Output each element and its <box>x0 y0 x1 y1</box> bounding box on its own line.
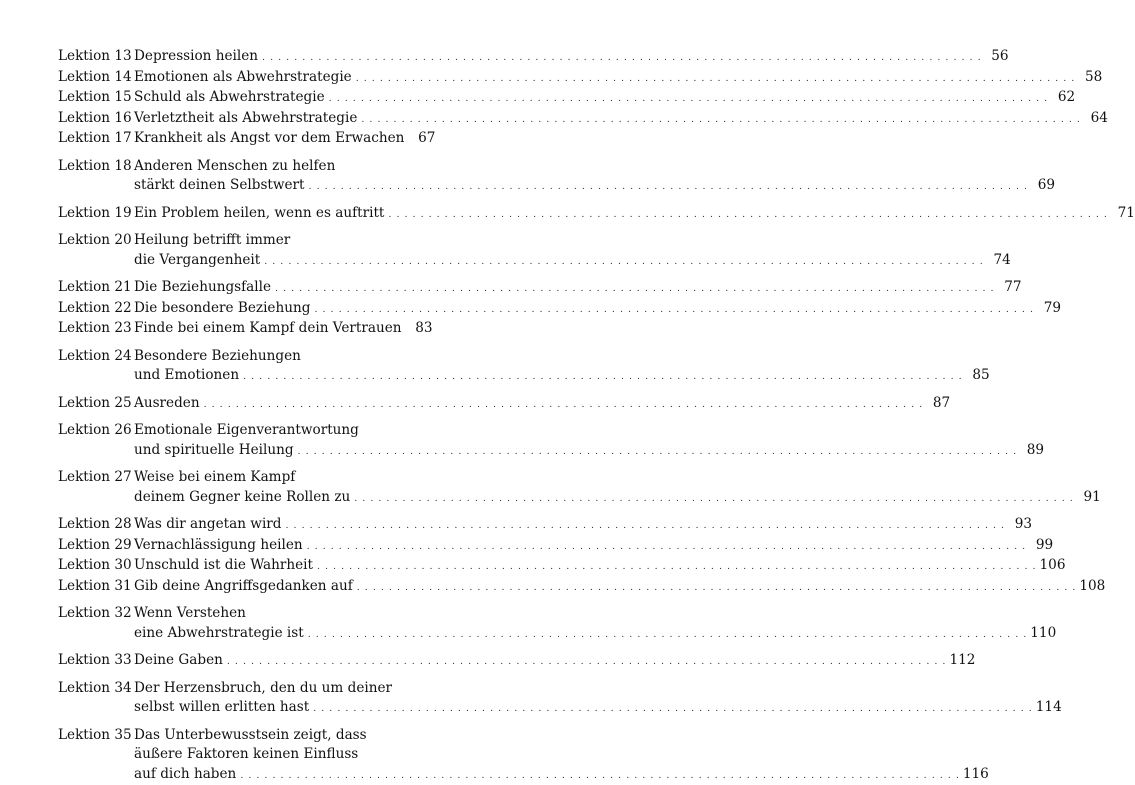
title-line <box>134 319 420 340</box>
entry-title <box>134 129 420 150</box>
page-number: 77 <box>998 278 1022 298</box>
title-line <box>134 604 420 624</box>
entry-title <box>134 278 420 299</box>
title-text: Emotionen als Abwehrstrategie <box>134 68 352 88</box>
title-text: Emotionale Eigenverantwortung <box>134 422 359 438</box>
entry-title <box>134 204 420 225</box>
title-text: Der Herzensbruch, den du um deiner <box>134 680 392 696</box>
entry-title <box>134 421 420 461</box>
lesson-number: Lektion 19 <box>58 204 134 224</box>
dot-leader: . . . . . . . . . . . . . . . . . . . . . . . . . . . . . . . . . . . . . . . . . . . . . . . . . . . . . . . . . . . . . . . . . . . . . . . . . . . . . . . . . . . . . . . . . . <box>307 537 1027 557</box>
page-number: 62 <box>1051 88 1075 108</box>
title-text: und spirituelle Heilung <box>134 441 294 461</box>
title-text: äußere Faktoren keinen Einfluss <box>134 746 358 762</box>
entry-title <box>134 347 420 387</box>
toc-entry <box>58 109 420 130</box>
lesson-number: Lektion 31 <box>58 577 134 597</box>
lesson-number: Lektion 27 <box>58 468 134 488</box>
page-number: 93 <box>1008 515 1032 535</box>
dot-leader: . . . . . . . . . . . . . . . . . . . . . . . . . . . . . . . . . . . . . . . . . . . . . . . . . . . . . . . . . . . . . . . . . . . . . . . . . . . . . . . . . . . . . . . . . . <box>240 766 960 785</box>
page-number: 110 <box>1030 624 1056 644</box>
toc-entry <box>58 157 420 197</box>
title-text: auf dich haben <box>134 765 236 785</box>
dot-leader: . . . . . . . . . . . . . . . . . . . . . . . . . . . . . . . . . . . . . . . . . . . . . . . . . . . . . . . . . . . . . . . . . . . . . . . . . . . . . . . . . . . . . . . . . . <box>357 578 1077 598</box>
title-line <box>134 515 420 536</box>
title-line <box>134 468 420 488</box>
page-number: 114 <box>1036 698 1062 718</box>
title-line <box>134 421 420 441</box>
title-line <box>134 157 420 177</box>
dot-leader: . . . . . . . . . . . . . . . . . . . . . . . . . . . . . . . . . . . . . . . . . . . . . . . . . . . . . . . . . . . . . . . . . . . . . . . . . . . . . . . . . . . . . . . . . . <box>314 300 1034 320</box>
entry-title <box>134 47 420 68</box>
toc-entry <box>58 651 420 672</box>
lesson-number: Lektion 23 <box>58 319 134 339</box>
title-text: Ausreden <box>134 394 200 414</box>
entry-title <box>134 68 420 89</box>
toc-entry <box>58 47 420 68</box>
title-text: Heilung betrifft immer <box>134 232 290 248</box>
entry-title <box>134 299 420 320</box>
dot-leader: . . . . . . . . . . . . . . . . . . . . . . . . . . . . . . . . . . . . . . . . . . . . . . . . . . . . . . . . . . . . . . . . . . . . . . . . . . . . . . . . . . . . . . . . . . <box>286 516 1006 536</box>
title-line <box>134 745 420 765</box>
lesson-number: Lektion 20 <box>58 231 134 251</box>
lesson-number: Lektion 32 <box>58 604 134 624</box>
dot-leader: . . . . . . . . . . . . . . . . . . . . . . . . . . . . . . . . . . . . . . . . . . . . . . . . . . . . . . . . . . . . . . . . . . . . . . . . . . . . . . . . . . . . . . . . . . <box>356 69 1076 89</box>
dot-leader: . . . . . . . . . . . . . . . . . . . . . . . . . . . . . . . . . . . . . . . . . . . . . . . . . . . . . . . . . . . . . . . . . . . . . . . . . . . . . . . . . . . . . . . . . . <box>309 177 1029 197</box>
toc-entry <box>58 129 420 150</box>
title-text: eine Abwehrstrategie ist <box>134 624 304 644</box>
dot-leader: . . . . . . . . . . . . . . . . . . . . . . . . . . . . . . . . . . . . . . . . . . . . . . . . . . . . . . . . . . . . . . . . . . . . . . . . . . . . . . . . . . . . . . . . . . <box>388 205 1108 225</box>
title-text: Wenn Verstehen <box>134 605 246 621</box>
lesson-number: Lektion 13 <box>58 47 134 67</box>
title-text: Deine Gaben <box>134 651 223 671</box>
title-text: Weise bei einem Kampf <box>134 469 295 485</box>
lesson-number: Lektion 26 <box>58 421 134 441</box>
entry-title <box>134 157 420 197</box>
dot-leader: . . . . . . . . . . . . . . . . . . . . . . . . . . . . . . . . . . . . . . . . . . . . . . . . . . . . . . . . . . . . . . . . . . . . . . . . . . . . . . . . . . . . . . . . . . <box>264 252 984 272</box>
title-line <box>134 624 420 645</box>
toc-entry <box>58 536 420 557</box>
title-text: Das Unterbewusstsein zeigt, dass <box>134 727 367 743</box>
title-line <box>134 394 420 415</box>
toc-entry <box>58 515 420 536</box>
entry-title <box>134 231 420 271</box>
title-line <box>134 68 420 89</box>
lesson-number: Lektion 14 <box>58 68 134 88</box>
toc-entry <box>58 319 420 340</box>
title-text: Depression heilen <box>134 47 258 67</box>
entry-title <box>134 468 420 508</box>
title-line <box>134 278 420 299</box>
title-text: selbst willen erlitten hast <box>134 698 309 718</box>
title-text: Ein Problem heilen, wenn es auftritt <box>134 204 384 224</box>
page-number: 56 <box>985 47 1009 67</box>
title-line <box>134 577 420 598</box>
title-line <box>134 366 420 387</box>
page-number: 67 <box>411 129 435 149</box>
entry-title <box>134 726 420 785</box>
dot-leader: . . . . . . . . . . . . . . . . . . . . . . . . . . . . . . . . . . . . . . . . . . . . . . . . . . . . . . . . . . . . . . . . . . . . . . . . . . . . . . . . . . . . . . . . . . <box>298 442 1018 462</box>
title-text: Schuld als Abwehrstrategie <box>134 88 325 108</box>
lesson-number: Lektion 22 <box>58 299 134 319</box>
entry-title <box>134 394 420 415</box>
dot-leader: . . . . . . . . . . . . . . . . . . . . . . . . . . . . . . . . . . . . . . . . . . . . . . . . . . . . . . . . . . . . . . . . . . . . . . . . . . . . . . . . . . . . . . . . . . <box>275 279 995 299</box>
dot-leader: . . . . . . . . . . . . . . . . . . . . . . . . . . . . . . . . . . . . . . . . . . . . . . . . . . . . . . . . . . . . . . . . . . . . . . . . . . . . . . . . . . . . . . . . . . <box>308 625 1028 645</box>
page-number: 79 <box>1037 299 1061 319</box>
toc-entry <box>58 577 420 598</box>
title-text: stärkt deinen Selbstwert <box>134 176 305 196</box>
toc-entry <box>58 204 420 225</box>
title-line <box>134 109 420 130</box>
dot-leader: . . . . . . . . . . . . . . . . . . . . . . . . . . . . . . . . . . . . . . . . . . . . . . . . . . . . . . . . . . . . . . . . . . . . . . . . . . . . . . . . . . . . . . . . . . <box>243 367 963 387</box>
entry-title <box>134 679 420 719</box>
table-of-contents <box>58 47 420 785</box>
lesson-number: Lektion 15 <box>58 88 134 108</box>
entry-title <box>134 319 420 340</box>
toc-entry <box>58 604 420 644</box>
dot-leader: . . . . . . . . . . . . . . . . . . . . . . . . . . . . . . . . . . . . . . . . . . . . . . . . . . . . . . . . . . . . . . . . . . . . . . . . . . . . . . . . . . . . . . . . . . <box>354 489 1074 509</box>
toc-entry <box>58 468 420 508</box>
title-text: Die besondere Beziehung <box>134 299 310 319</box>
page-number: 106 <box>1040 556 1066 576</box>
entry-title <box>134 515 420 536</box>
lesson-number: Lektion 34 <box>58 679 134 699</box>
lesson-number: Lektion 35 <box>58 726 134 746</box>
lesson-number: Lektion 33 <box>58 651 134 671</box>
entry-title <box>134 536 420 557</box>
toc-entry <box>58 347 420 387</box>
title-text: Unschuld ist die Wahrheit <box>134 556 313 576</box>
page-number: 89 <box>1020 441 1044 461</box>
toc-entry <box>58 299 420 320</box>
page-number: 108 <box>1079 577 1105 597</box>
lesson-number: Lektion 16 <box>58 109 134 129</box>
title-line <box>134 129 420 150</box>
title-line <box>134 347 420 367</box>
dot-leader: . . . . . . . . . . . . . . . . . . . . . . . . . . . . . . . . . . . . . . . . . . . . . . . . . . . . . . . . . . . . . . . . . . . . . . . . . . . . . . . . . . . . . . . . . . <box>262 48 982 68</box>
lesson-number: Lektion 30 <box>58 556 134 576</box>
title-line <box>134 726 420 746</box>
page-number: 99 <box>1029 536 1053 556</box>
title-line <box>134 299 420 320</box>
toc-entry <box>58 68 420 89</box>
title-text: und Emotionen <box>134 366 239 386</box>
title-line <box>134 176 420 197</box>
page-number: 91 <box>1077 488 1101 508</box>
title-text: deinem Gegner keine Rollen zu <box>134 488 350 508</box>
lesson-number: Lektion 28 <box>58 515 134 535</box>
title-line <box>134 765 420 785</box>
lesson-number: Lektion 24 <box>58 347 134 367</box>
title-line <box>134 231 420 251</box>
page-number: 64 <box>1084 109 1108 129</box>
title-line <box>134 204 420 225</box>
title-text: Was dir angetan wird <box>134 515 282 535</box>
title-text: Die Beziehungsfalle <box>134 278 271 298</box>
page-number: 58 <box>1078 68 1102 88</box>
title-text: die Vergangenheit <box>134 251 260 271</box>
page-number: 71 <box>1111 204 1135 224</box>
toc-entry <box>58 679 420 719</box>
page-number: 69 <box>1031 176 1055 196</box>
dot-leader: . . . . . . . . . . . . . . . . . . . . . . . . . . . . . . . . . . . . . . . . . . . . . . . . . . . . . . . . . . . . . . . . . . . . . . . . . . . . . . . . . . . . . . . . . . <box>317 557 1037 577</box>
dot-leader: . . . . . . . . . . . . . . . . . . . . . . . . . . . . . . . . . . . . . . . . . . . . . . . . . . . . . . . . . . . . . . . . . . . . . . . . . . . . . . . . . . . . . . . . . . <box>227 652 947 672</box>
dot-leader: . . . . . . . . . . . . . . . . . . . . . . . . . . . . . . . . . . . . . . . . . . . . . . . . . . . . . . . . . . . . . . . . . . . . . . . . . . . . . . . . . . . . . . . . . . <box>329 89 1049 109</box>
title-line <box>134 47 420 68</box>
entry-title <box>134 88 420 109</box>
page-number: 85 <box>966 366 990 386</box>
lesson-number: Lektion 21 <box>58 278 134 298</box>
entry-title <box>134 109 420 130</box>
toc-entry <box>58 88 420 109</box>
toc-entry <box>58 421 420 461</box>
lesson-number: Lektion 18 <box>58 157 134 177</box>
toc-entry <box>58 231 420 271</box>
lesson-number: Lektion 29 <box>58 536 134 556</box>
toc-entry <box>58 278 420 299</box>
toc-entry <box>58 726 420 785</box>
title-text: Krankheit als Angst vor dem Erwachen <box>134 129 404 149</box>
toc-entry <box>58 556 420 577</box>
lesson-number: Lektion 17 <box>58 129 134 149</box>
title-text: Anderen Menschen zu helfen <box>134 158 335 174</box>
title-line <box>134 441 420 462</box>
title-text: Finde bei einem Kampf dein Vertrauen <box>134 319 402 339</box>
title-line <box>134 251 420 272</box>
page-number: 87 <box>926 394 950 414</box>
entry-title <box>134 604 420 644</box>
title-text: Verletztheit als Abwehrstrategie <box>134 109 357 129</box>
dot-leader: . . . . . . . . . . . . . . . . . . . . . . . . . . . . . . . . . . . . . . . . . . . . . . . . . . . . . . . . . . . . . . . . . . . . . . . . . . . . . . . . . . . . . . . . . . <box>313 699 1033 719</box>
toc-entry <box>58 394 420 415</box>
title-line <box>134 679 420 699</box>
title-line <box>134 651 420 672</box>
title-line <box>134 88 420 109</box>
dot-leader: . . . . . . . . . . . . . . . . . . . . . . . . . . . . . . . . . . . . . . . . . . . . . . . . . . . . . . . . . . . . . . . . . . . . . . . . . . . . . . . . . . . . . . . . . . <box>204 395 924 415</box>
lesson-number: Lektion 25 <box>58 394 134 414</box>
entry-title <box>134 651 420 672</box>
entry-title <box>134 556 420 577</box>
page-number: 112 <box>949 651 975 671</box>
page-number: 116 <box>963 765 989 785</box>
title-text: Vernachlässigung heilen <box>134 536 303 556</box>
title-line <box>134 536 420 557</box>
dot-leader: . . . . . . . . . . . . . . . . . . . . . . . . . . . . . . . . . . . . . . . . . . . . . . . . . . . . . . . . . . . . . . . . . . . . . . . . . . . . . . . . . . . . . . . . . . <box>361 110 1081 130</box>
page-number: 74 <box>987 251 1011 271</box>
title-line <box>134 698 420 719</box>
title-line <box>134 488 420 509</box>
title-text: Gib deine Angriffsgedanken auf <box>134 577 353 597</box>
entry-title <box>134 577 420 598</box>
title-text: Besondere Beziehungen <box>134 348 301 364</box>
page-number: 83 <box>409 319 433 339</box>
title-line <box>134 556 420 577</box>
